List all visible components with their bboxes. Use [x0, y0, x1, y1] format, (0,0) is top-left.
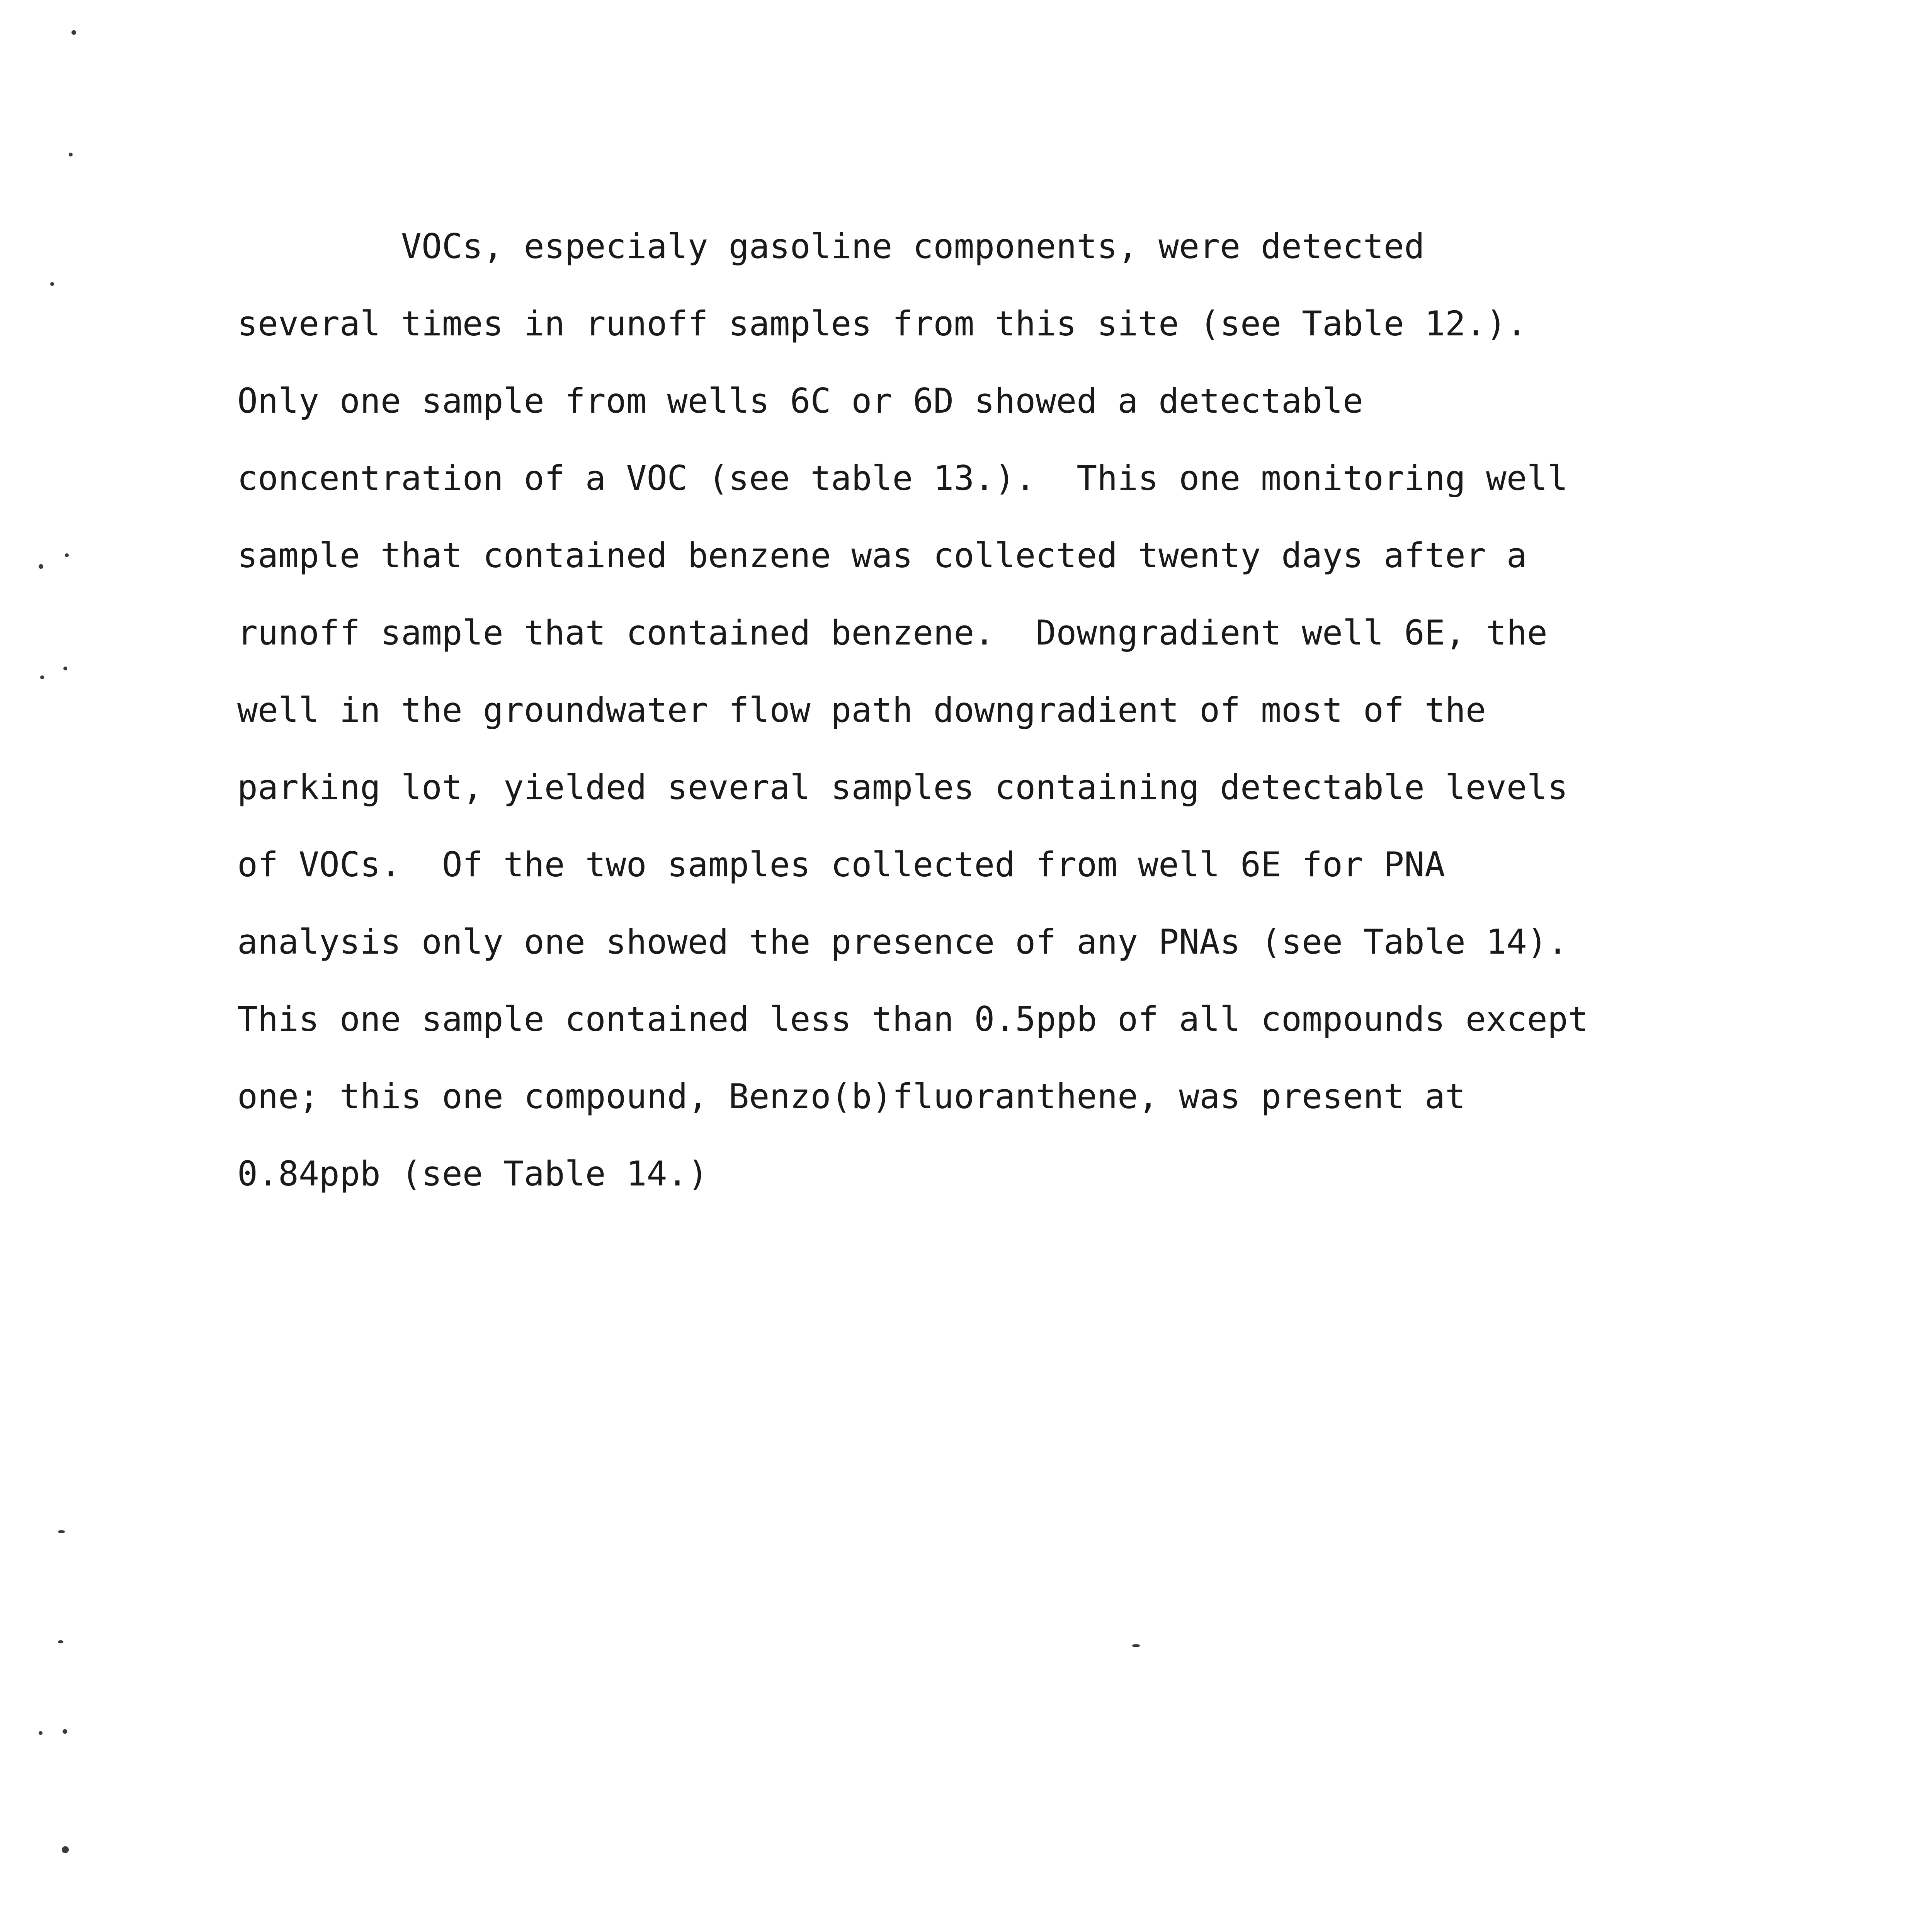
text-line: 0.84ppb (see Table 14.) [237, 1154, 708, 1194]
body-paragraph [237, 208, 1821, 1213]
text-line: sample that contained benzene was collected twenty days after a [237, 536, 1527, 575]
text-line: concentration of a VOC (see table 13.). This one monitoring well [237, 458, 1568, 498]
scan-speck [58, 1530, 65, 1533]
text-line: several times in runoff samples from this site (see Table 12.). [237, 304, 1527, 344]
scan-speck [69, 153, 73, 156]
scan-speck [39, 564, 43, 569]
scan-speck [39, 1731, 43, 1735]
text-line: runoff sample that contained benzene. Downgradient well 6E, the [237, 613, 1548, 653]
scan-speck [63, 1729, 67, 1734]
text-line: Only one sample from wells 6C or 6D showed a detectable [237, 381, 1363, 421]
text-line: This one sample contained less than 0.5ppb of all compounds except [237, 999, 1588, 1039]
text-line: analysis only one showed the presence of any PNAs (see Table 14). [237, 922, 1568, 962]
text-line: of VOCs. Of the two samples collected from well 6E for PNA [237, 845, 1445, 884]
scan-speck [58, 1640, 63, 1643]
text-line: parking lot, yielded several samples containing detectable levels [237, 767, 1568, 807]
text-line: VOCs, especialy gasoline components, were detected [237, 226, 1425, 266]
scan-speck [63, 667, 67, 670]
scan-speck [40, 675, 44, 679]
text-line: one; this one compound, Benzo(b)fluoranthene, was present at [237, 1077, 1466, 1116]
scan-speck [62, 1846, 69, 1853]
scan-speck [50, 282, 54, 286]
scan-speck [65, 553, 69, 557]
scan-speck [1132, 1644, 1140, 1647]
scan-speck [71, 30, 76, 35]
text-line: well in the groundwater flow path downgradient of most of the [237, 690, 1486, 730]
